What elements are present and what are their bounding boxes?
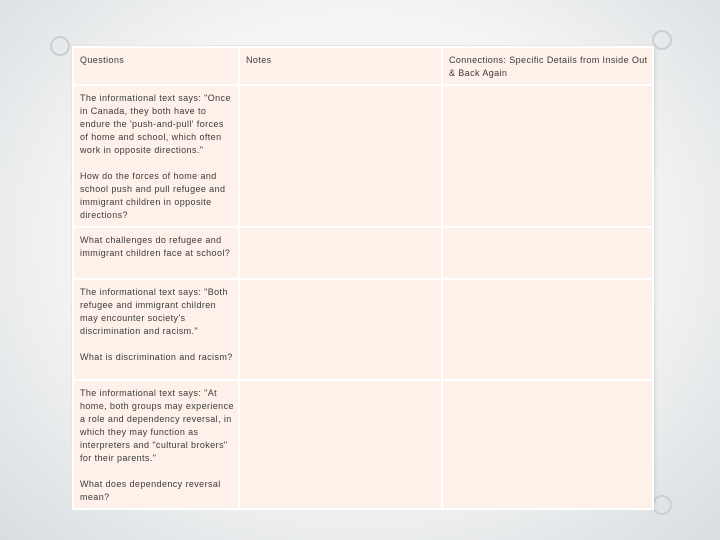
question-cell xyxy=(73,227,239,279)
connections-cell[interactable] xyxy=(442,227,653,279)
table-row xyxy=(73,85,653,227)
header-questions: Questions xyxy=(73,47,239,85)
table-row xyxy=(73,227,653,279)
decorative-circle-top-right xyxy=(652,30,672,50)
notes-table xyxy=(72,46,654,510)
question-cell xyxy=(73,85,239,227)
question-text: The informational text says: "Both refugee and immigrant children may encounter society's discrimination and racism." xyxy=(80,287,228,336)
question-text: What does dependency reversal mean? xyxy=(80,479,221,502)
table-row xyxy=(73,380,653,509)
question-text: How do the forces of home and school push and pull refugee and immigrant children in opposite directions? xyxy=(80,171,226,220)
question-cell xyxy=(73,279,239,380)
table-row xyxy=(73,279,653,380)
table-header-row xyxy=(73,47,653,85)
decorative-circle-top-left xyxy=(50,36,70,56)
header-notes: Notes xyxy=(239,47,442,85)
notes-cell[interactable] xyxy=(239,279,442,380)
question-text: What challenges do refugee and immigrant children face at school? xyxy=(80,235,231,258)
question-text: What is discrimination and racism? xyxy=(80,352,233,362)
connections-cell[interactable] xyxy=(442,85,653,227)
notes-cell[interactable] xyxy=(239,380,442,509)
question-text: The informational text says: "Once in Canada, they both have to endure the 'push-and-pull' forces of home and school, which often work in opposite directions." xyxy=(80,93,231,155)
question-cell xyxy=(73,380,239,509)
slide-card xyxy=(72,46,652,502)
question-text: The informational text says: "At home, both groups may experience a role and dependency reversal, in which they may function as interpreters and "cultural brokers" for their parents." xyxy=(80,388,234,463)
notes-cell[interactable] xyxy=(239,85,442,227)
connections-cell[interactable] xyxy=(442,380,653,509)
header-connections: Connections: Specific Details from Inside Out & Back Again xyxy=(442,47,653,85)
notes-cell[interactable] xyxy=(239,227,442,279)
decorative-circle-bottom-right xyxy=(652,495,672,515)
connections-cell[interactable] xyxy=(442,279,653,380)
